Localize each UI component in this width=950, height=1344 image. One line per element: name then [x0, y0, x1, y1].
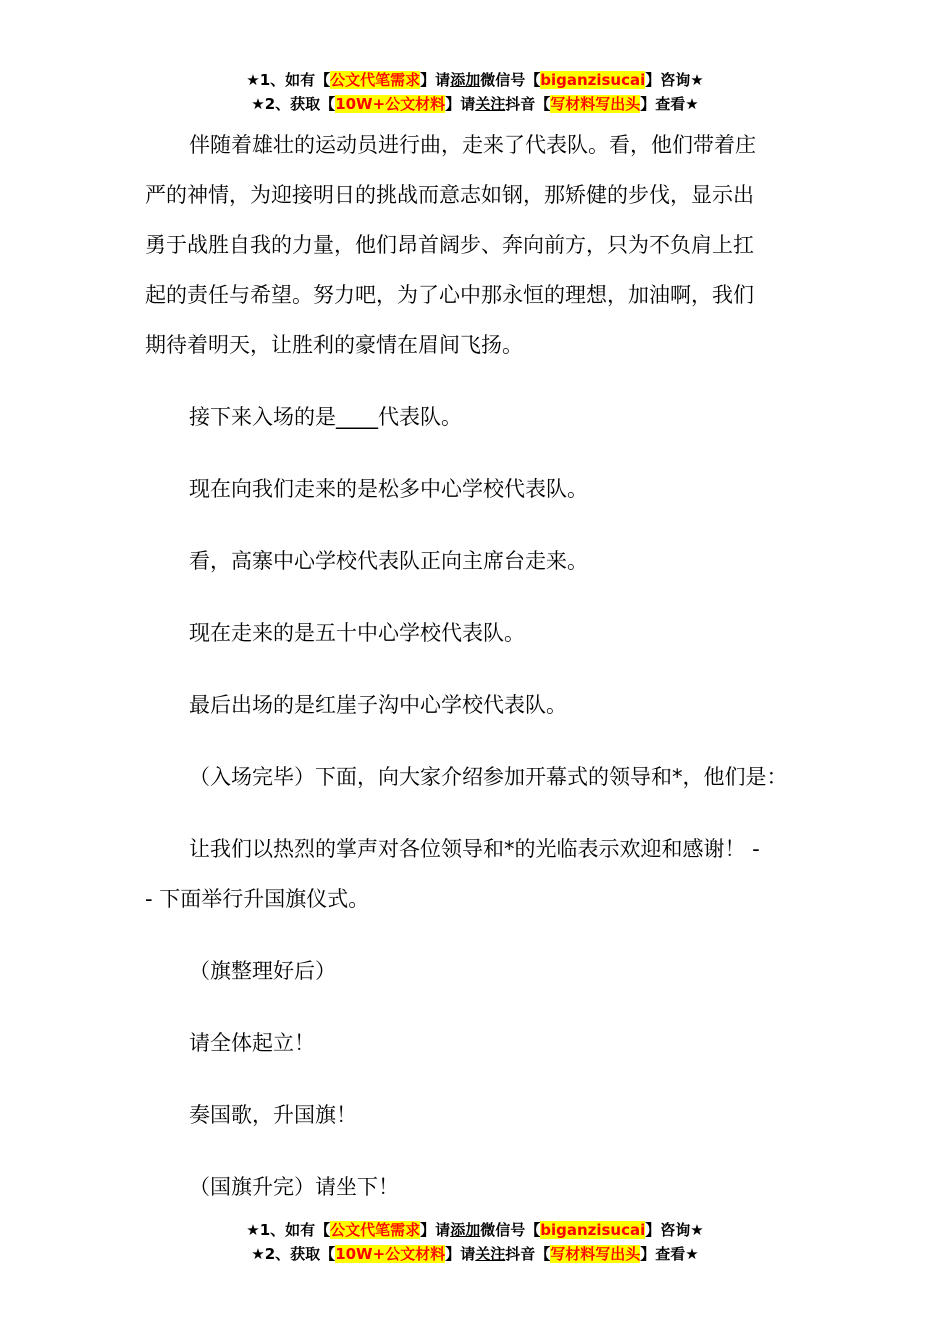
banner-text: ★2、获取【 — [251, 95, 336, 113]
banner-highlight-wechat-id: biganzisucai — [540, 71, 646, 89]
banner-highlight-wechat-id: biganzisucai — [540, 1221, 646, 1239]
banner-highlight-materials: 10W+公文材料 — [335, 1245, 446, 1263]
banner-underlined-text: 添加 — [450, 1221, 481, 1239]
paragraph-march-intro — [145, 120, 815, 370]
banner-highlight-service: 公文代笔需求 — [330, 1221, 421, 1239]
paragraph-line: 期待着明天，让胜利的豪情在眉间飞扬。 — [145, 333, 523, 357]
banner-underlined-text: 添加 — [450, 71, 481, 89]
banner-text: ★2、获取【 — [251, 1245, 336, 1263]
paragraph-line: 奏国歌，升国旗！ — [189, 1103, 357, 1127]
banner-text: 微信号【 — [480, 1221, 541, 1239]
paragraph-line: 请全体起立！ — [189, 1031, 315, 1055]
paragraph-anthem — [145, 1090, 815, 1140]
banner-highlight-douyin-id: 写材料写出头 — [550, 1245, 641, 1263]
banner-underlined-text: 关注 — [475, 95, 506, 113]
banner-text: 微信号【 — [480, 71, 541, 89]
banner-highlight-materials: 10W+公文材料 — [335, 95, 446, 113]
paragraph-sit-down — [145, 1162, 815, 1212]
paragraph-line: 起的责任与希望。努力吧，为了心中那永恒的理想，加油啊，我们 — [145, 283, 754, 307]
banner-text: ★1、如有【 — [246, 1221, 331, 1239]
paragraph-line: （入场完毕）下面，向大家介绍参加开幕式的领导和*，他们是： — [189, 765, 788, 789]
paragraph-stand-up — [145, 1018, 815, 1068]
banner-text: 】咨询★ — [645, 1221, 704, 1239]
paragraph-gaozhai — [145, 536, 815, 586]
footer-banner — [0, 1218, 950, 1266]
banner-line-1 — [0, 1218, 950, 1242]
paragraph-line: 严的神情，为迎接明日的挑战而意志如钢，那矫健的步伐，显示出 — [145, 183, 754, 207]
banner-text: 】请 — [420, 71, 451, 89]
banner-text: ★1、如有【 — [246, 71, 331, 89]
paragraph-line: - 下面举行升国旗仪式。 — [145, 887, 370, 911]
paragraph-flag-ready — [145, 946, 815, 996]
paragraph-line: 伴随着雄壮的运动员进行曲，走来了代表队。看，他们带着庄 — [189, 133, 756, 157]
paragraph-applause — [145, 824, 815, 924]
document-body — [145, 120, 815, 1212]
paragraph-line: 最后出场的是红崖子沟中心学校代表队。 — [189, 693, 567, 717]
paragraph-next-team — [145, 392, 815, 442]
banner-text: 】请 — [420, 1221, 451, 1239]
banner-text: 】请 — [445, 1245, 476, 1263]
banner-line-1 — [0, 68, 950, 92]
paragraph-wushi — [145, 608, 815, 658]
paragraph-line: （国旗升完）请坐下！ — [189, 1175, 399, 1199]
banner-text: 】请 — [445, 95, 476, 113]
paragraph-songduo — [145, 464, 815, 514]
paragraph-line: 让我们以热烈的掌声对各位领导和*的光临表示欢迎和感谢！ - — [189, 837, 760, 861]
paragraph-line: 看，高寨中心学校代表队正向主席台走来。 — [189, 549, 588, 573]
banner-highlight-service: 公文代笔需求 — [330, 71, 421, 89]
paragraph-hongyazigou — [145, 680, 815, 730]
banner-text: 】查看★ — [640, 1245, 699, 1263]
banner-text: 】查看★ — [640, 95, 699, 113]
banner-text: 抖音【 — [505, 95, 551, 113]
paragraph-line: （旗整理好后） — [189, 959, 336, 983]
banner-text: 】咨询★ — [645, 71, 704, 89]
header-banner — [0, 68, 950, 116]
banner-underlined-text: 关注 — [475, 1245, 506, 1263]
banner-line-2 — [0, 92, 950, 116]
banner-text: 抖音【 — [505, 1245, 551, 1263]
banner-line-2 — [0, 1242, 950, 1266]
paragraph-introduce-leaders — [145, 752, 815, 802]
paragraph-line: 接下来入场的是____代表队。 — [189, 405, 462, 429]
paragraph-line: 勇于战胜自我的力量，他们昂首阔步、奔向前方，只为不负肩上扛 — [145, 233, 754, 257]
paragraph-line: 现在向我们走来的是松多中心学校代表队。 — [189, 477, 588, 501]
banner-highlight-douyin-id: 写材料写出头 — [550, 95, 641, 113]
paragraph-line: 现在走来的是五十中心学校代表队。 — [189, 621, 525, 645]
